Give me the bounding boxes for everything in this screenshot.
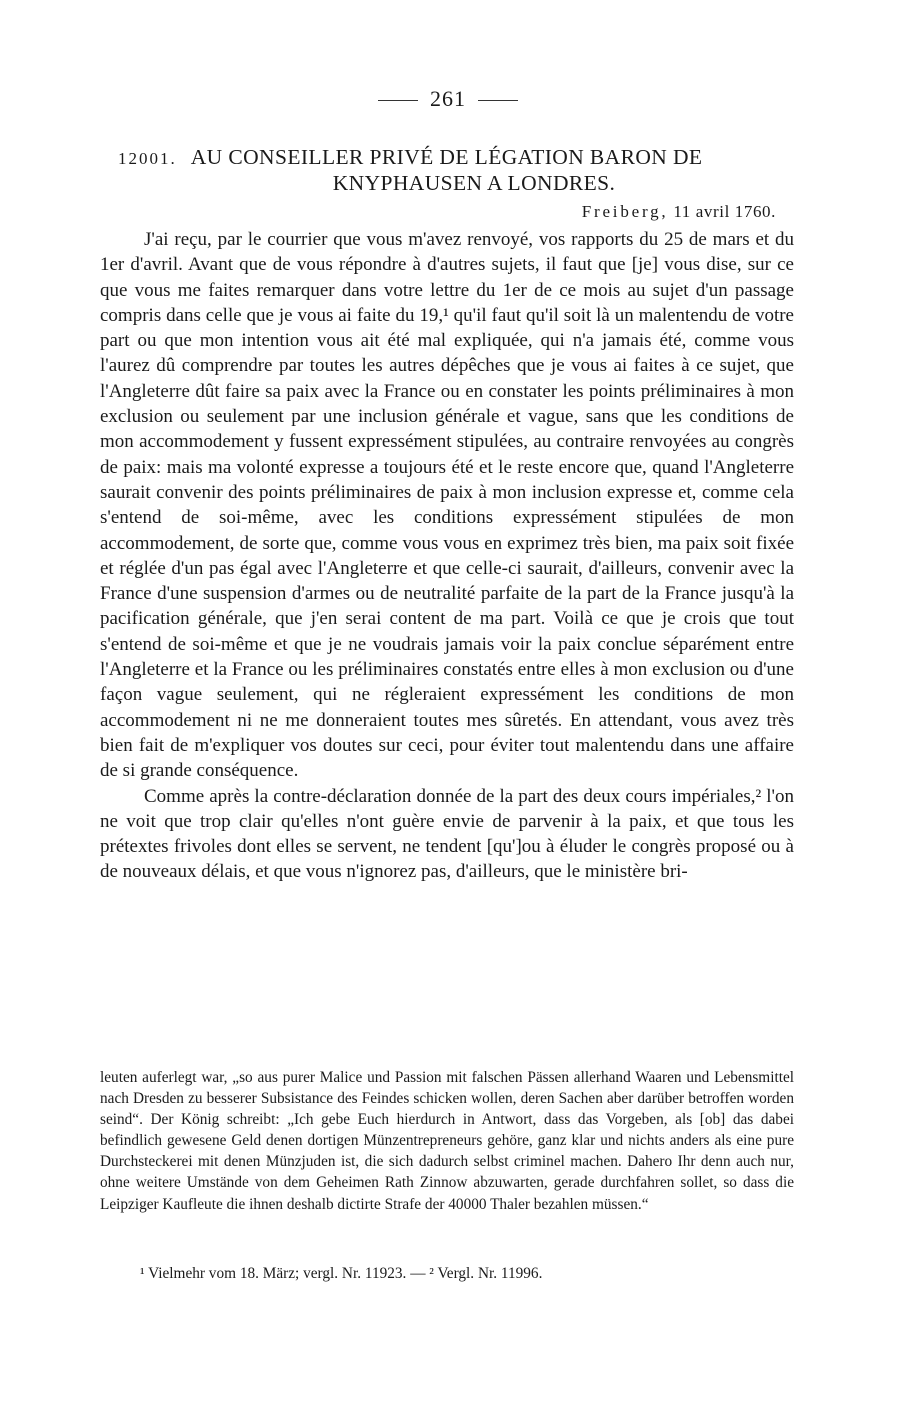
document-page <box>100 0 796 1404</box>
heading-title-line-2: KNYPHAUSEN A LONDRES. <box>332 171 616 195</box>
footnote-continuation <box>100 1067 794 1215</box>
dateline <box>582 202 776 222</box>
heading-line-1 <box>118 145 790 171</box>
dateline-date: 11 avril 1760. <box>673 202 776 221</box>
footnote-references: ¹ Vielmehr vom 18. März; vergl. Nr. 11923. — ² Vergl. Nr. 11996. <box>140 1265 543 1282</box>
left-rule <box>378 100 418 101</box>
letter-heading <box>118 145 790 196</box>
running-head <box>100 86 796 112</box>
page-number: 261 <box>430 86 466 111</box>
letter-body <box>100 227 794 885</box>
heading-title-line-1: AU CONSEILLER PRIVÉ DE LÉGATION BARON DE <box>190 145 703 169</box>
letter-number: 12001. <box>118 149 177 168</box>
right-rule <box>478 100 518 101</box>
paragraph-1: J'ai reçu, par le courrier que vous m'avez renvoyé, vos rapports du 25 de mars et du 1er d'avril. Avant que de vous répondre à d'autres sujets, il faut que [je] vous dise, sur ce que vous me faites remarquer dans votre lettre du 1er de ce mois au sujet d'un passage compris dans celle que je vous ai faite du 19,¹ qu'il faut qu'il soit là un malentendu de votre part ou que mon intention vous ait été mal expliquée, qui n'a jamais été, comme vous l'aurez dû comprendre par toutes les autres dépêches que je vous ai faites à ce sujet, que l'Angleterre dût faire sa paix avec la France ou en constater les points préliminaires à mon exclusion ou seulement par une inclusion générale et vague, sans que les conditions de mon accommodement y fussent expressément stipulées, au contraire renvoyées au congrès de paix: mais ma volonté expresse a toujours été et le reste encore que, quand l'Angleterre saurait convenir des points préliminaires de paix à mon inclusion expresse et, comme cela s'entend de soi-même, avec les conditions expressément stipulées de mon accommodement, de sorte que, comme vous vous en exprimez très bien, ma paix soit fixée et réglée d'un pas égal avec l'Angleterre et que celle-ci saurait, d'ailleurs, convenir avec la France d'une suspension d'armes ou de neutralité parfaite de la part de la France jusqu'à la pacification générale, que j'en serai content de ma part. Voilà ce que je crois que tout s'entend de soi-même et que je ne voudrais jamais voir la paix conclue séparément entre l'Angleterre et la France ou les préliminaires constatés entre elles à mon exclusion ou d'une façon vague seulement, qui ne régleraient expressément les conditions de mon accommodement ni ne me donneraient toutes mes sûretés. En attendant, vous avez très bien fait de m'expliquer vos doutes sur ceci, pour éviter tout malentendu dans une affaire de si grande conséquence. <box>100 229 794 782</box>
footnote-continuation-text: leuten auferlegt war, „so aus purer Malice und Passion mit falschen Pässen allerhand Waaren und Lebensmittel nach Dresden zu besserer Subsistance des Feindes schicken wollen, deren Sachen aber darüber betroffen worden seind“. Der König schreibt: „Ich gebe Euch hierdurch in Antwort, dass das Vorgeben, als [ob] das dabei befindlich gewesene Geld denen dortigen Münzentrepreneurs gehöre, ganz klar und nichts anders als eine pure Durchsteckerei mit denen Münzjuden ist, die sich dadurch selbst criminel machen. Dahero Ihr denn auch nur, ohne weitere Umstände von dem Geheimen Rath Zinnow abzuwarten, gerade durchfahren sollet, so dass die Leipziger Kaufleute die ihnen deshalb dictirte Strafe der 40000 Thaler bezahlen müssen.“ <box>100 1069 794 1213</box>
dateline-place: Freiberg, <box>581 202 669 221</box>
paragraph-2: Comme après la contre-déclaration donnée de la part des deux cours impériales,² l'on ne voit que trop clair qu'elles n'ont guère envie de parvenir à la paix, et que tous les prétextes frivoles dont elles se servent, ne tendent [qu']ou à éluder le congrès proposé ou à de nouveaux délais, et que vous n'ignorez pas, d'ailleurs, que le ministère bri- <box>100 785 794 883</box>
